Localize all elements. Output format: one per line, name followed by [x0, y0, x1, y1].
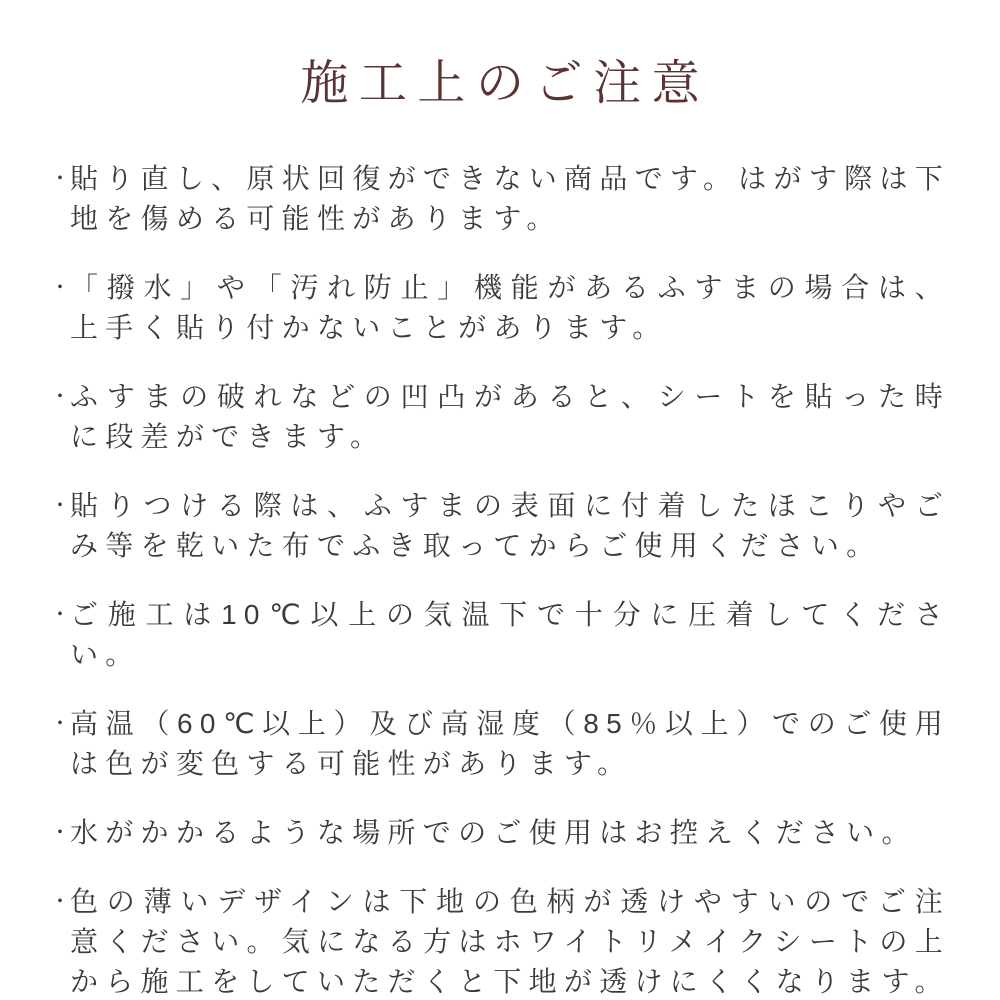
bullet-marker: ・: [50, 277, 70, 299]
note-text: 色の薄いデザインは下地の色柄が透けやすいのでご注意ください。気になる方はホワイトリメイクシートの上から施工をしていただくと下地が透けにくくなります。: [70, 886, 950, 997]
list-item: [50, 377, 950, 457]
page-title: 施工上のご注意: [300, 57, 711, 110]
list-item: [50, 882, 950, 1000]
notes-list: [50, 159, 950, 1000]
list-item: [50, 159, 950, 239]
bullet-marker: ・: [50, 495, 70, 517]
note-text: 水がかかるような場所でのご使用はお控えください。: [70, 817, 917, 848]
bullet-marker: ・: [50, 713, 70, 735]
list-item: [50, 813, 950, 853]
note-text: 高温（60℃以上）及び高湿度（85％以上）でのご使用は色が変色する可能性があります。: [70, 708, 950, 779]
note-text: ふすまの破れなどの凹凸があると、シートを貼った時に段差ができます。: [70, 381, 950, 452]
bullet-marker: ・: [50, 604, 70, 626]
note-text: ご施工は10℃以上の気温下で十分に圧着してください。: [70, 599, 950, 670]
list-item: [50, 486, 950, 566]
bullet-marker: ・: [50, 891, 70, 913]
bullet-marker: ・: [50, 822, 70, 844]
note-text: 貼りつける際は、ふすまの表面に付着したほこりやごみ等を乾いた布でふき取ってからご使用ください。: [70, 490, 950, 561]
note-text: 貼り直し、原状回復ができない商品です。はがす際は下地を傷める可能性があります。: [70, 163, 950, 234]
bullet-marker: ・: [50, 168, 70, 190]
list-item: [50, 704, 950, 784]
note-text: 「撥水」や「汚れ防止」機能があるふすまの場合は、上手く貼り付かないことがあります。: [70, 272, 950, 343]
bullet-marker: ・: [50, 386, 70, 408]
list-item: [50, 595, 950, 675]
list-item: [50, 268, 950, 348]
